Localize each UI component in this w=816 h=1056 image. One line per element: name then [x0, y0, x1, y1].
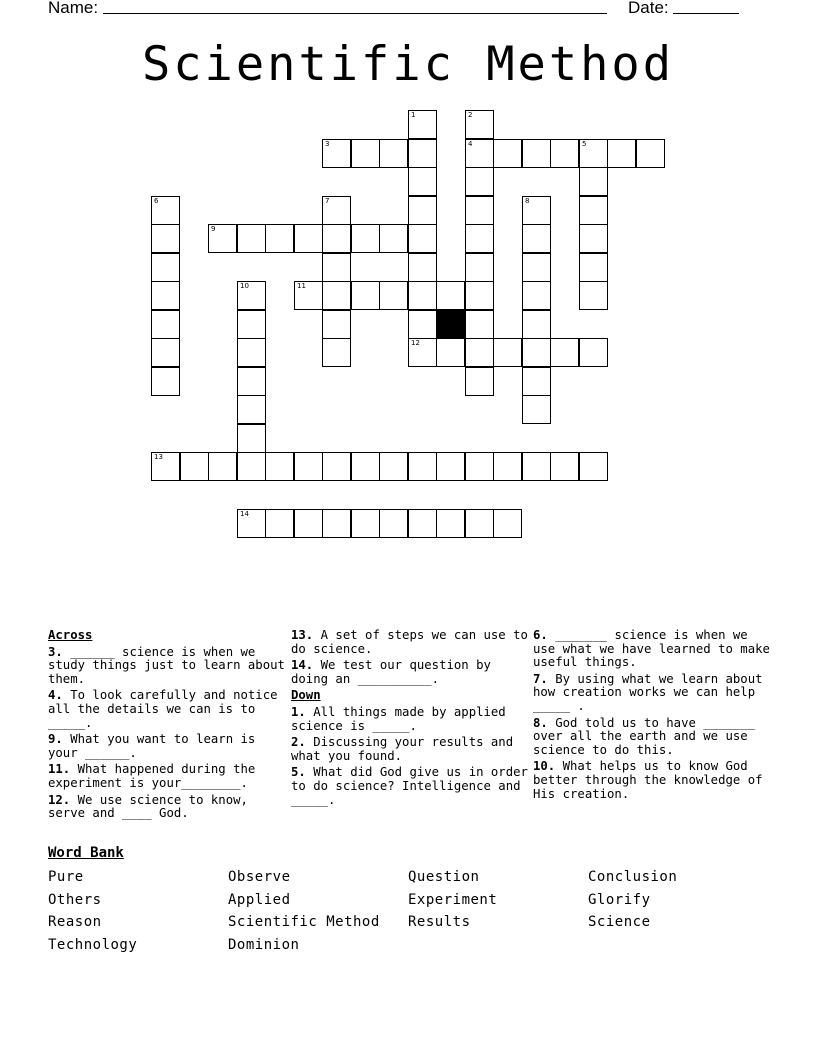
word-bank-item: Question [408, 869, 480, 885]
word-bank-item: Experiment [408, 891, 498, 908]
crossword-cell[interactable] [522, 253, 551, 282]
crossword-cell[interactable] [322, 452, 351, 481]
crossword-cell[interactable] [351, 452, 380, 481]
crossword-cell[interactable] [151, 310, 180, 339]
crossword-cell[interactable] [180, 452, 209, 481]
word-bank-item: Reason [48, 914, 102, 931]
crossword-cell[interactable] [294, 281, 323, 310]
word-bank-item: Technology [48, 937, 138, 954]
crossword-cell[interactable] [237, 509, 266, 538]
crossword-cell[interactable] [522, 139, 551, 168]
clue-down-2: 2. Discussing your results and what you found. [291, 735, 514, 763]
crossword-cell-number: 14 [240, 510, 249, 518]
crossword-cell[interactable] [408, 110, 437, 139]
crossword-cell[interactable] [151, 281, 180, 310]
crossword-cell-number: 2 [468, 111, 473, 119]
crossword-cell[interactable] [151, 253, 180, 282]
crossword-cell[interactable] [465, 224, 494, 253]
crossword-cell-number: 11 [297, 282, 306, 290]
crossword-cell[interactable] [607, 139, 636, 168]
crossword-cell-number: 6 [154, 197, 159, 205]
crossword-cell[interactable] [408, 139, 437, 168]
clue-down-6: 6. _______ science is when we use what we have learned to make useful things. [533, 628, 770, 670]
clue-across-12: 12. We use science to know, serve and ____ God. [48, 792, 248, 821]
crossword-cell[interactable] [493, 338, 522, 367]
crossword-cell[interactable] [522, 367, 551, 396]
crossword-cell-number: 10 [240, 282, 249, 290]
name-label: Name: [48, 0, 99, 17]
word-bank-item: Science [588, 914, 651, 931]
crossword-cell[interactable] [579, 139, 608, 168]
word-bank-item: Dominion [228, 937, 300, 954]
crossword-cell[interactable] [465, 452, 494, 481]
crossword-cell[interactable] [408, 338, 437, 367]
crossword-cell[interactable] [493, 139, 522, 168]
crossword-cell[interactable] [408, 509, 437, 538]
crossword-cell[interactable] [408, 196, 437, 225]
crossword-cell[interactable] [408, 253, 437, 282]
crossword-cell[interactable] [408, 310, 437, 339]
crossword-cell[interactable] [465, 110, 494, 139]
crossword-cell[interactable] [579, 167, 608, 196]
crossword-cell[interactable] [208, 452, 237, 481]
crossword-cell[interactable] [522, 224, 551, 253]
crossword-cell[interactable] [579, 281, 608, 310]
crossword-cell[interactable] [351, 224, 380, 253]
word-bank-title: Word Bank [48, 845, 124, 861]
crossword-cell[interactable] [265, 509, 294, 538]
crossword-cell[interactable] [379, 452, 408, 481]
crossword-cell-number: 13 [154, 453, 163, 461]
crossword-black-square [436, 310, 465, 339]
crossword-cell[interactable] [579, 338, 608, 367]
crossword-cell[interactable] [493, 509, 522, 538]
word-bank-item: Applied [228, 891, 291, 908]
crossword-cell[interactable] [436, 509, 465, 538]
crossword-cell[interactable] [237, 310, 266, 339]
clue-across-3: 3. ______ science is when we study things just to learn about them. [48, 644, 285, 686]
crossword-cell[interactable] [237, 338, 266, 367]
crossword-cell[interactable] [465, 509, 494, 538]
crossword-cell[interactable] [379, 281, 408, 310]
crossword-cell[interactable] [151, 452, 180, 481]
crossword-cell[interactable] [379, 224, 408, 253]
crossword-cell[interactable] [636, 139, 665, 168]
crossword-cell[interactable] [522, 281, 551, 310]
crossword-cell-number: 7 [325, 197, 330, 205]
date-label: Date: [628, 0, 669, 17]
crossword-cell[interactable] [465, 281, 494, 310]
crossword-cell[interactable] [436, 452, 465, 481]
crossword-cell[interactable] [436, 338, 465, 367]
crossword-cell[interactable] [550, 139, 579, 168]
crossword-cell[interactable] [351, 281, 380, 310]
crossword-cell[interactable] [237, 424, 266, 453]
word-bank-item: Others [48, 891, 102, 908]
crossword-cell[interactable] [208, 224, 237, 253]
clue-across-13: 13. A set of steps we can use to do science. [291, 628, 528, 656]
crossword-cell[interactable] [493, 452, 522, 481]
crossword-cell[interactable] [151, 367, 180, 396]
crossword-cell[interactable] [237, 224, 266, 253]
crossword-cell[interactable] [265, 452, 294, 481]
crossword-cell[interactable] [465, 310, 494, 339]
crossword-cell[interactable] [237, 367, 266, 396]
word-bank-item: Conclusion [588, 869, 678, 885]
crossword-cell[interactable] [436, 281, 465, 310]
crossword-cell[interactable] [322, 139, 351, 168]
clue-down-1: 1. All things made by applied science is _____. [291, 704, 506, 733]
crossword-cell[interactable] [550, 452, 579, 481]
page-title: Scientific Method [141, 37, 675, 92]
clue-across-14: 14. We test our question by doing an __________. [291, 658, 491, 686]
word-bank-item: Observe [228, 869, 291, 885]
crossword-cell[interactable] [465, 167, 494, 196]
crossword-cell[interactable] [322, 310, 351, 339]
crossword-cell[interactable] [465, 196, 494, 225]
crossword-cell[interactable] [465, 338, 494, 367]
crossword-cell[interactable] [151, 338, 180, 367]
crossword-cell[interactable] [294, 452, 323, 481]
clue-down-7: 7. By using what we learn about how creation works we can help _____ . [533, 671, 763, 713]
crossword-cell-number: 8 [525, 197, 530, 205]
crossword-cell[interactable] [379, 139, 408, 168]
word-bank-item: Results [408, 914, 471, 931]
crossword-cell-number: 9 [211, 225, 216, 233]
crossword-cell[interactable] [522, 452, 551, 481]
crossword-cell[interactable] [379, 509, 408, 538]
crossword-cell[interactable] [237, 281, 266, 310]
crossword-cell[interactable] [465, 367, 494, 396]
crossword-cell-number: 5 [582, 140, 587, 148]
crossword-cell[interactable] [465, 253, 494, 282]
word-bank-item: Scientific Method [228, 914, 380, 931]
clue-down-8: 8. God told us to have _______ over all the earth and we use science to do this. [533, 715, 756, 757]
clue-across-9: 9. What you want to learn is your ______. [48, 732, 256, 760]
crossword-cell-number: 3 [325, 140, 330, 148]
crossword-cell[interactable] [322, 338, 351, 367]
crossword-cell[interactable] [522, 395, 551, 424]
crossword-cell[interactable] [294, 509, 323, 538]
crossword-cell[interactable] [322, 509, 351, 538]
crossword-cell[interactable] [322, 281, 351, 310]
crossword-cell[interactable] [322, 196, 351, 225]
crossword-cell[interactable] [579, 253, 608, 282]
crossword-cell[interactable] [408, 452, 437, 481]
crossword-cell-number: 12 [411, 339, 420, 347]
crossword-cell-number: 4 [468, 140, 473, 148]
clue-column-3 [533, 629, 773, 804]
crossword-cell[interactable] [579, 224, 608, 253]
crossword-cell[interactable] [151, 196, 180, 225]
crossword-cell[interactable] [237, 395, 266, 424]
clue-column-2 [291, 629, 531, 810]
crossword-cell-number: 1 [411, 111, 416, 119]
crossword-cell[interactable] [522, 338, 551, 367]
crossword-cell[interactable] [408, 167, 437, 196]
crossword-cell[interactable] [294, 224, 323, 253]
crossword-cell[interactable] [151, 224, 180, 253]
crossword-cell[interactable] [322, 253, 351, 282]
crossword-cell[interactable] [237, 452, 266, 481]
crossword-cell[interactable] [408, 281, 437, 310]
clue-across-4: 4. To look carefully and notice all the details we can is to _____. [48, 688, 278, 730]
word-bank [48, 866, 768, 957]
crossword-cell[interactable] [265, 224, 294, 253]
clue-down-5: 5. What did God give us in order to do science? Intelligence and _____. [291, 765, 528, 807]
clue-column-1 [48, 629, 288, 824]
word-bank-item: Glorify [588, 891, 651, 908]
word-bank-item: Pure [48, 869, 84, 885]
crossword-cell[interactable] [351, 139, 380, 168]
down-heading: Down [291, 688, 321, 703]
across-heading: Across [48, 628, 93, 642]
crossword-cell[interactable] [408, 224, 437, 253]
crossword-cell[interactable] [322, 224, 351, 253]
crossword-cell[interactable] [579, 196, 608, 225]
crossword-cell[interactable] [522, 310, 551, 339]
clue-down-10: 10. What helps us to know God better through the knowledge of His creation. [533, 759, 763, 801]
crossword-cell[interactable] [465, 139, 494, 168]
clue-across-11: 11. What happened during the experiment is your________. [48, 762, 256, 790]
crossword-cell[interactable] [351, 509, 380, 538]
crossword-cell[interactable] [579, 452, 608, 481]
crossword-cell[interactable] [522, 196, 551, 225]
crossword-cell[interactable] [550, 338, 579, 367]
